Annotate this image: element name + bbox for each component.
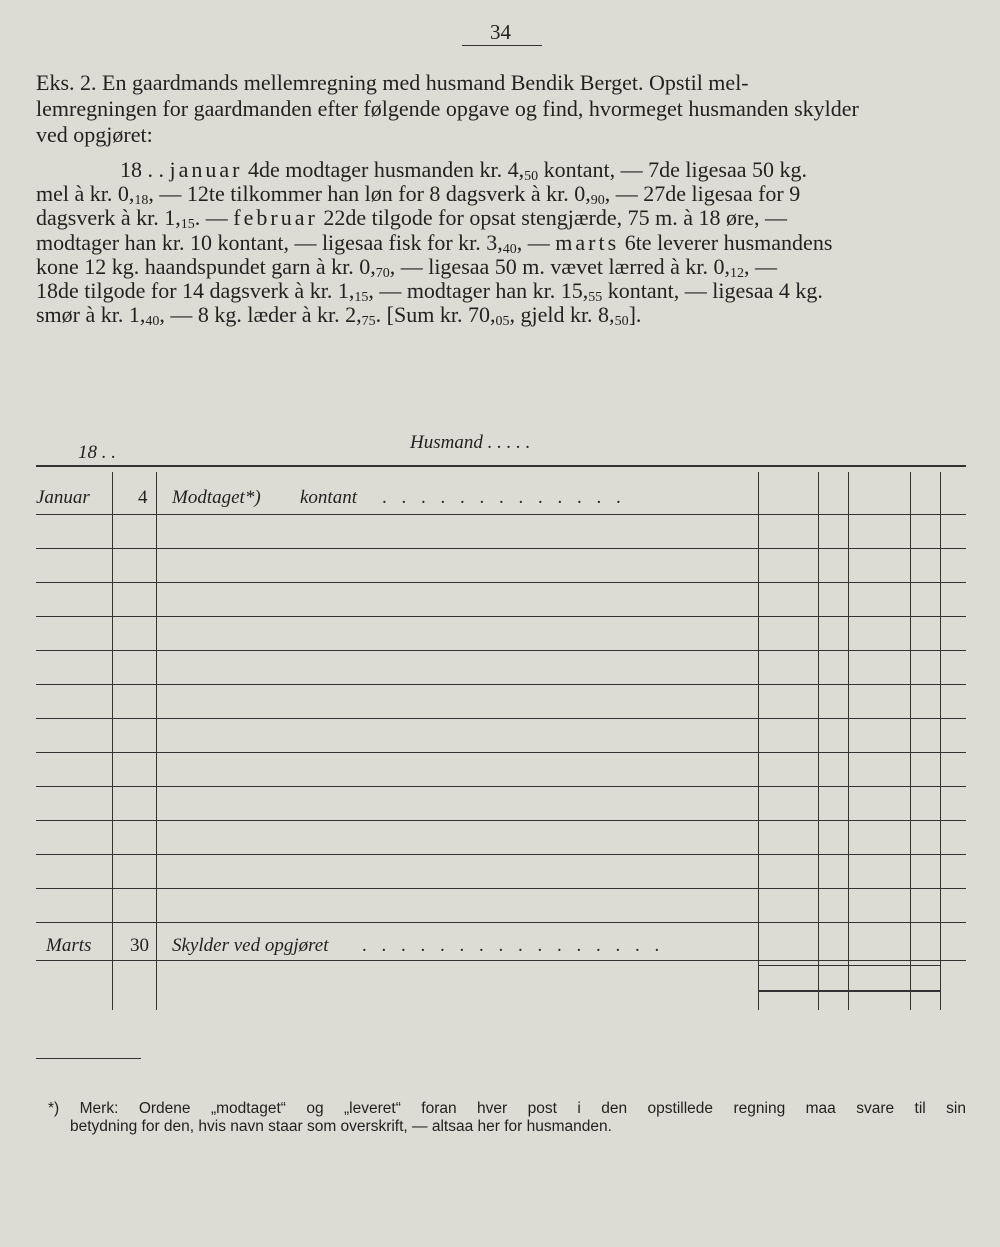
month-januar: januar xyxy=(169,157,243,182)
ledger-header-rule xyxy=(36,465,966,467)
ledger-row-rule xyxy=(36,786,966,787)
ore-value: 12 xyxy=(730,265,745,281)
ledger-row-rule xyxy=(36,854,966,855)
ore-value: 15 xyxy=(354,289,369,305)
ore-value: 50 xyxy=(614,314,629,330)
ledger-sum-rule xyxy=(758,965,940,966)
body-text: mel à kr. 0, xyxy=(36,181,135,207)
ledger-row-rule xyxy=(36,752,966,753)
ore-value: 15 xyxy=(180,217,195,233)
row-day: 30 xyxy=(130,935,149,956)
body-text: 18de tilgode for 14 dagsverk à kr. 1, xyxy=(36,277,355,303)
body-text: . [Sum kr. 70, xyxy=(375,302,496,328)
body-text: , — 8 kg. læder à kr. 2, xyxy=(159,302,362,328)
body-text: , — xyxy=(516,229,550,255)
page-number: 34 xyxy=(490,20,511,44)
ledger-row-rule xyxy=(36,548,966,549)
month-februar: februar xyxy=(233,205,318,231)
ore-value: 70 xyxy=(375,265,390,281)
body-text: 4de modtager husmanden kr. 4, xyxy=(247,157,525,182)
ore-value: 75 xyxy=(361,314,376,330)
body-text: , — modtager han kr. 15, xyxy=(368,277,589,303)
year-text: 18 . . xyxy=(120,157,164,182)
body-text: kone 12 kg. haandspundet garn à kr. 0, xyxy=(36,253,376,279)
ore-value: 50 xyxy=(524,169,539,184)
body-text: 22de tilgode for opsat stengjærde, 75 m. à 18 øre, — xyxy=(323,205,788,231)
row-dots: . . . . . . . . . . . . . xyxy=(382,487,626,508)
row-month: Marts xyxy=(46,935,92,956)
row-dots: . . . . . . . . . . . . . . . . xyxy=(362,935,665,956)
ore-value: 55 xyxy=(588,289,603,305)
footnote-text: Merk: Ordene „modtaget“ og „leveret“ foran hver post i den opstillede regning maa svare til sin xyxy=(79,1100,966,1117)
body-text: kontant, — ligesaa 4 kg. xyxy=(607,277,823,303)
ledger-col-divider xyxy=(156,472,157,1010)
row-text: Skylder ved opgjøret xyxy=(172,935,329,956)
ledger-row-rule xyxy=(36,922,966,923)
month-marts: marts xyxy=(555,229,620,255)
ore-value: 90 xyxy=(590,193,605,209)
ledger-row-rule xyxy=(36,582,966,583)
intro-line-3: ved opgjøret: xyxy=(36,122,153,147)
body-text: modtager han kr. 10 kontant, — ligesaa fisk for kr. 3, xyxy=(36,229,503,255)
ledger-col-divider xyxy=(848,472,849,1010)
footnote xyxy=(48,1100,966,1136)
row-day: 4 xyxy=(138,487,148,508)
ledger-row-rule xyxy=(36,616,966,617)
ore-value: 40 xyxy=(502,241,517,257)
ledger-row-rule xyxy=(36,650,966,651)
ledger-title: Husmand . . . . . xyxy=(410,432,531,453)
row-month: Januar xyxy=(36,487,90,508)
ore-value: 40 xyxy=(145,314,160,330)
body-text: , — xyxy=(744,253,778,279)
body-text: dagsverk à kr. 1, xyxy=(36,205,181,231)
ledger-col-divider xyxy=(758,472,759,1010)
ledger-row-rule xyxy=(36,960,966,961)
footnote-line-2: betydning for den, hvis navn staar som overskrift, — altsaa her for husmanden. xyxy=(70,1118,612,1135)
footnote-line-1 xyxy=(48,1100,966,1118)
row-text: kontant xyxy=(300,487,357,508)
ledger-row-rule xyxy=(36,888,966,889)
body-text: 6te leverer husmandens xyxy=(624,229,833,255)
ledger-row-rule xyxy=(36,820,966,821)
body-text: , — 27de ligesaa for 9 xyxy=(604,181,801,207)
ledger-col-divider xyxy=(940,472,941,1010)
ledger-year: 18 . . xyxy=(78,442,116,463)
body-text: kontant, — 7de ligesaa 50 kg. xyxy=(543,157,807,182)
ledger-col-divider xyxy=(112,472,113,1010)
intro-line-2: lemregningen for gaardmanden efter følgende opgave og find, hvormeget husmanden skylder xyxy=(36,96,859,121)
body-text: , — ligesaa 50 m. vævet lærred à kr. 0, xyxy=(389,253,731,279)
footnote-rule xyxy=(36,1058,141,1059)
intro-line-1: Eks. 2. En gaardmands mellemregning med husmand Bendik Berget. Opstil mel- xyxy=(36,70,749,95)
body-text: smør à kr. 1, xyxy=(36,302,146,328)
ore-value: 18 xyxy=(134,193,149,209)
body-text: , — 12te tilkommer han løn for 8 dagsverk à kr. 0, xyxy=(148,181,591,207)
footnote-mark: *) xyxy=(48,1100,60,1117)
body-text: . — xyxy=(194,205,228,231)
ledger-total-rule xyxy=(758,990,940,992)
row-text: Modtaget*) xyxy=(172,487,261,508)
ledger-col-divider xyxy=(910,472,911,1010)
ore-value: 05 xyxy=(495,314,510,330)
ledger-col-divider xyxy=(818,472,819,1010)
ledger-row-rule xyxy=(36,514,966,515)
ledger-row-rule xyxy=(36,718,966,719)
body-text: , gjeld kr. 8, xyxy=(509,302,615,328)
body-text: ]. xyxy=(628,302,642,328)
ledger-row-rule xyxy=(36,684,966,685)
